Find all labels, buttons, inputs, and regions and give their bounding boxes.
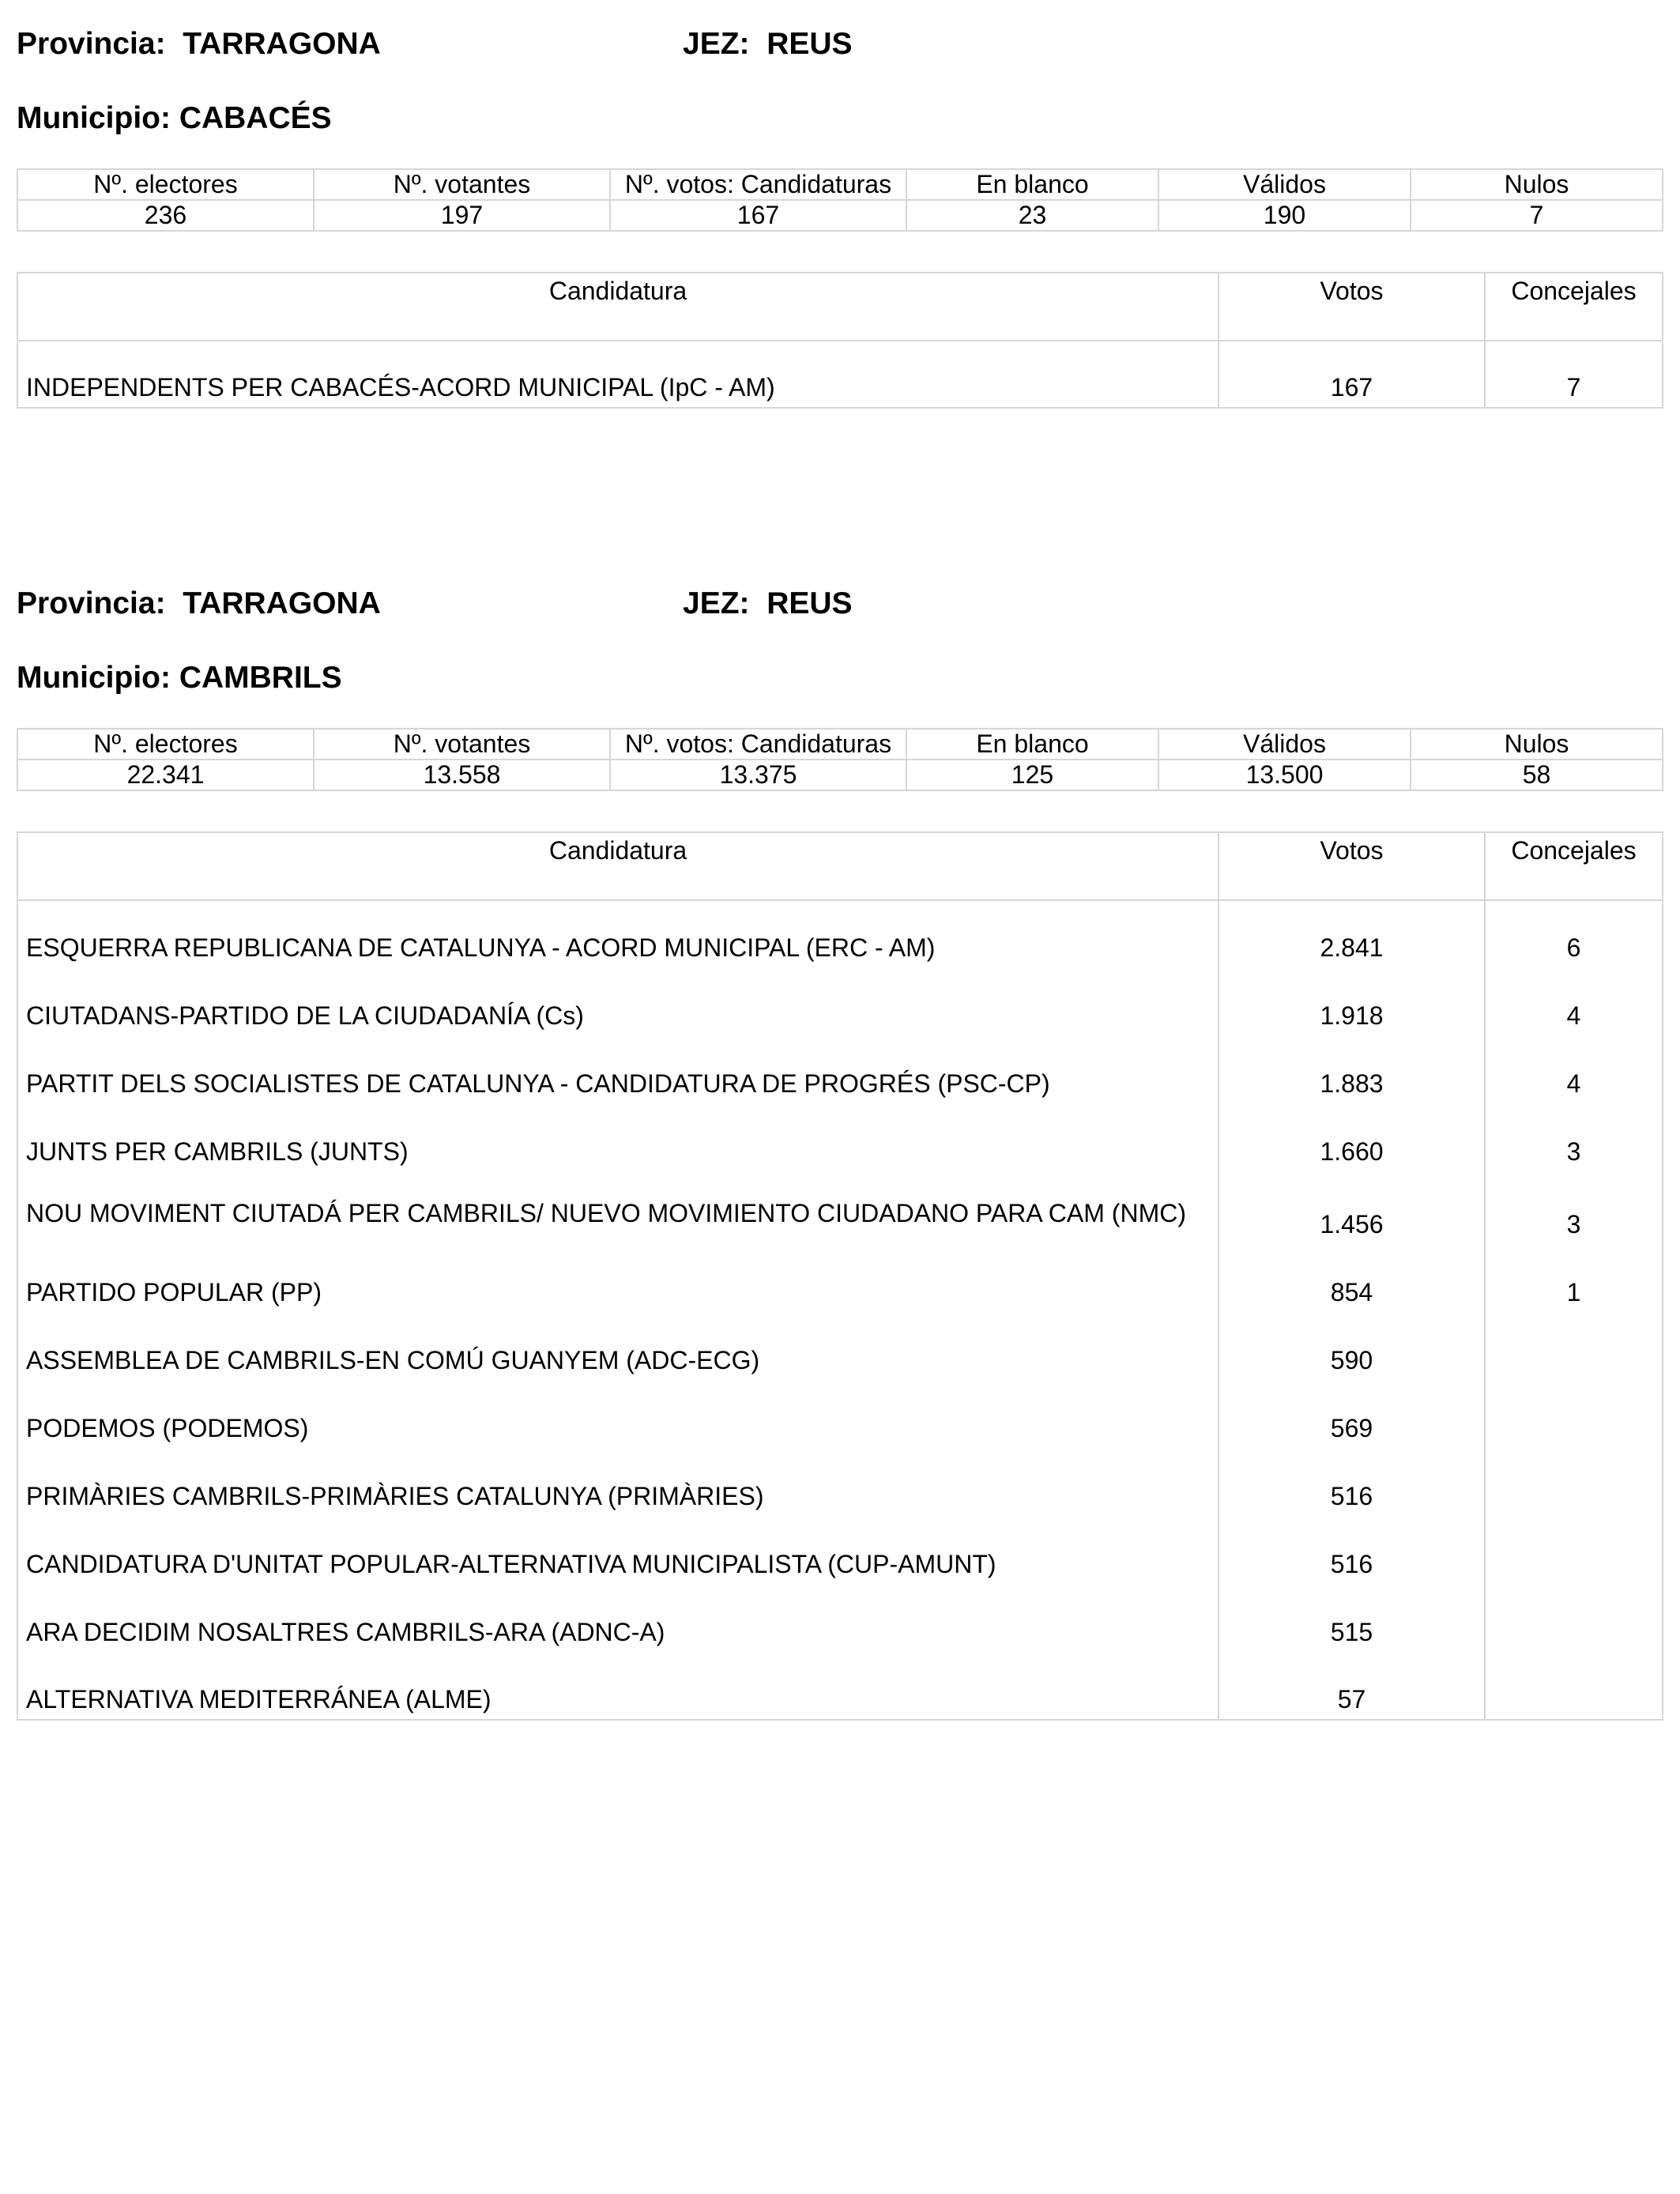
stats-header-electores: Nº. electores bbox=[17, 169, 314, 200]
jez-heading bbox=[683, 588, 853, 619]
candidatura-votos: 590 bbox=[1219, 1312, 1485, 1380]
candidatura-concejales: 6 bbox=[1485, 900, 1663, 967]
candidatura-votos: 569 bbox=[1219, 1380, 1485, 1448]
stats-value-electores: 236 bbox=[17, 200, 314, 231]
candidatura-name: ESQUERRA REPUBLICANA DE CATALUNYA - ACORD MUNICIPAL (ERC - AM) bbox=[17, 900, 1219, 967]
table-row bbox=[17, 1652, 1663, 1720]
table-row bbox=[17, 967, 1663, 1035]
section-cambrils bbox=[17, 583, 1662, 1729]
candidatura-concejales bbox=[1485, 1312, 1663, 1380]
stats-value-en-blanco: 125 bbox=[906, 760, 1158, 790]
stats-header-votos-candidaturas: Nº. votos: Candidaturas bbox=[610, 169, 906, 200]
stats-value-votantes: 197 bbox=[314, 200, 610, 231]
stats-header-votos-candidaturas: Nº. votos: Candidaturas bbox=[610, 729, 906, 760]
stats-table bbox=[17, 728, 1663, 791]
candidatura-votos: 516 bbox=[1219, 1448, 1485, 1516]
candidaturas-header-row bbox=[17, 832, 1663, 900]
candidatura-concejales bbox=[1485, 1448, 1663, 1516]
stats-value-validos: 190 bbox=[1158, 200, 1411, 231]
stats-value-row bbox=[17, 200, 1663, 231]
stats-header-electores: Nº. electores bbox=[17, 729, 314, 760]
candidatura-votos: 854 bbox=[1219, 1244, 1485, 1312]
candidatura-votos: 2.841 bbox=[1219, 900, 1485, 967]
municipio-label: Municipio: bbox=[17, 661, 171, 695]
header-votos: Votos bbox=[1219, 832, 1485, 900]
candidatura-votos: 515 bbox=[1219, 1584, 1485, 1652]
candidatura-votos: 1.883 bbox=[1219, 1035, 1485, 1103]
candidatura-concejales bbox=[1485, 1652, 1663, 1720]
candidaturas-table bbox=[17, 272, 1663, 409]
stats-table bbox=[17, 168, 1663, 232]
table-row bbox=[17, 341, 1663, 408]
stats-value-en-blanco: 23 bbox=[906, 200, 1158, 231]
candidatura-votos: 167 bbox=[1219, 341, 1485, 408]
candidatura-concejales: 4 bbox=[1485, 967, 1663, 1035]
stats-value-nulos: 7 bbox=[1411, 200, 1663, 231]
provincia-heading bbox=[17, 28, 381, 59]
stats-value-electores: 22.341 bbox=[17, 760, 314, 790]
stats-value-votos-candidaturas: 13.375 bbox=[610, 760, 906, 790]
stats-value-nulos: 58 bbox=[1411, 760, 1663, 790]
candidatura-concejales: 4 bbox=[1485, 1035, 1663, 1103]
table-row bbox=[17, 1448, 1663, 1516]
candidaturas-table bbox=[17, 831, 1663, 1721]
stats-header-row bbox=[17, 169, 1663, 200]
header-concejales: Concejales bbox=[1485, 273, 1663, 341]
candidatura-name: INDEPENDENTS PER CABACÉS-ACORD MUNICIPAL (IpC - AM) bbox=[17, 341, 1219, 408]
table-row bbox=[17, 1244, 1663, 1312]
candidatura-concejales: 3 bbox=[1485, 1103, 1663, 1171]
section-cabaces bbox=[17, 24, 1662, 419]
header-candidatura: Candidatura bbox=[17, 273, 1219, 341]
candidatura-votos: 1.660 bbox=[1219, 1103, 1485, 1171]
stats-header-validos: Válidos bbox=[1158, 729, 1411, 760]
candidatura-concejales bbox=[1485, 1516, 1663, 1584]
municipio-value: CAMBRILS bbox=[179, 661, 342, 695]
candidatura-name: CIUTADANS-PARTIDO DE LA CIUDADANÍA (Cs) bbox=[17, 967, 1219, 1035]
table-row bbox=[17, 1516, 1663, 1584]
stats-value-validos: 13.500 bbox=[1158, 760, 1411, 790]
candidatura-name: CANDIDATURA D'UNITAT POPULAR-ALTERNATIVA MUNICIPALISTA (CUP-AMUNT) bbox=[17, 1516, 1219, 1584]
table-row bbox=[17, 1380, 1663, 1448]
jez-label: JEZ: bbox=[683, 586, 750, 620]
stats-value-votantes: 13.558 bbox=[314, 760, 610, 790]
stats-value-votos-candidaturas: 167 bbox=[610, 200, 906, 231]
candidatura-name: ASSEMBLEA DE CAMBRILS-EN COMÚ GUANYEM (ADC-ECG) bbox=[17, 1312, 1219, 1380]
stats-header-nulos: Nulos bbox=[1411, 169, 1663, 200]
candidatura-name: PARTIDO POPULAR (PP) bbox=[17, 1244, 1219, 1312]
municipio-value: CABACÉS bbox=[179, 101, 332, 135]
jez-value: REUS bbox=[767, 27, 853, 61]
candidatura-concejales: 7 bbox=[1485, 341, 1663, 408]
candidatura-name: JUNTS PER CAMBRILS (JUNTS) bbox=[17, 1103, 1219, 1171]
table-row bbox=[17, 900, 1663, 967]
jez-value: REUS bbox=[767, 586, 853, 620]
jez-heading bbox=[683, 28, 853, 59]
candidatura-concejales: 3 bbox=[1485, 1171, 1663, 1244]
candidatura-votos: 57 bbox=[1219, 1652, 1485, 1720]
table-row bbox=[17, 1584, 1663, 1652]
header-concejales: Concejales bbox=[1485, 832, 1663, 900]
stats-header-en-blanco: En blanco bbox=[906, 729, 1158, 760]
candidatura-name bbox=[17, 1171, 1219, 1244]
provincia-value: TARRAGONA bbox=[183, 27, 381, 61]
candidatura-name: ALTERNATIVA MEDITERRÁNEA (ALME) bbox=[17, 1652, 1219, 1720]
stats-header-votantes: Nº. votantes bbox=[314, 729, 610, 760]
table-row bbox=[17, 1171, 1663, 1244]
municipio-heading bbox=[17, 103, 332, 134]
candidatura-name: PODEMOS (PODEMOS) bbox=[17, 1380, 1219, 1448]
stats-header-en-blanco: En blanco bbox=[906, 169, 1158, 200]
provincia-heading bbox=[17, 588, 381, 619]
candidatura-name: PRIMÀRIES CAMBRILS-PRIMÀRIES CATALUNYA (PRIMÀRIES) bbox=[17, 1448, 1219, 1516]
municipio-heading bbox=[17, 662, 342, 693]
header-candidatura: Candidatura bbox=[17, 832, 1219, 900]
candidatura-votos: 1.456 bbox=[1219, 1171, 1485, 1244]
provincia-label: Provincia: bbox=[17, 586, 166, 620]
candidatura-votos: 1.918 bbox=[1219, 967, 1485, 1035]
candidatura-concejales bbox=[1485, 1584, 1663, 1652]
candidatura-name: PARTIT DELS SOCIALISTES DE CATALUNYA - CANDIDATURA DE PROGRÉS (PSC-CP) bbox=[17, 1035, 1219, 1103]
provincia-value: TARRAGONA bbox=[183, 586, 381, 620]
municipio-label: Municipio: bbox=[17, 101, 171, 135]
provincia-label: Provincia: bbox=[17, 27, 166, 61]
stats-header-row bbox=[17, 729, 1663, 760]
header-votos: Votos bbox=[1219, 273, 1485, 341]
table-row bbox=[17, 1035, 1663, 1103]
candidatura-concejales bbox=[1485, 1380, 1663, 1448]
table-row bbox=[17, 1103, 1663, 1171]
table-row bbox=[17, 1312, 1663, 1380]
stats-header-nulos: Nulos bbox=[1411, 729, 1663, 760]
jez-label: JEZ: bbox=[683, 27, 750, 61]
candidatura-concejales: 1 bbox=[1485, 1244, 1663, 1312]
candidatura-name: ARA DECIDIM NOSALTRES CAMBRILS-ARA (ADNC-A) bbox=[17, 1584, 1219, 1652]
stats-header-votantes: Nº. votantes bbox=[314, 169, 610, 200]
candidatura-name-text: NOU MOVIMENT CIUTADÁ PER CAMBRILS/ NUEVO MOVIMIENTO CIUDADANO PARA CAM (NMC) bbox=[26, 1199, 1186, 1227]
candidatura-votos: 516 bbox=[1219, 1516, 1485, 1584]
stats-value-row bbox=[17, 760, 1663, 790]
stats-header-validos: Válidos bbox=[1158, 169, 1411, 200]
candidaturas-header-row bbox=[17, 273, 1663, 341]
